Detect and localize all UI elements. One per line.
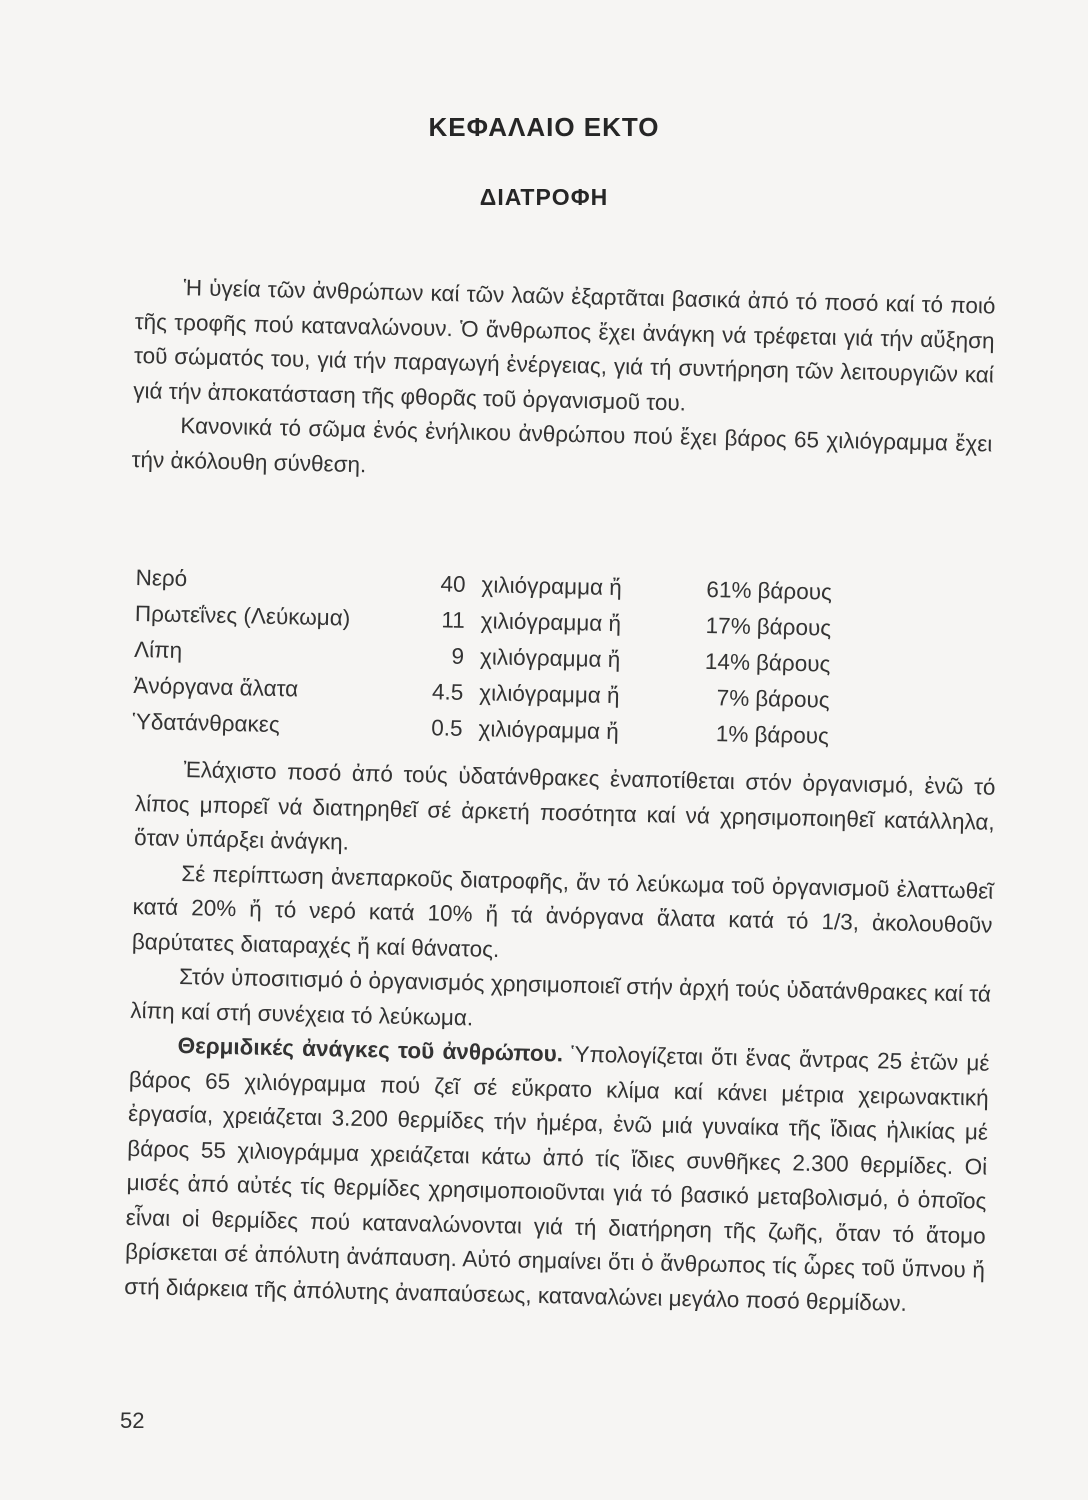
component-unit: χιλιόγραμμα ἤ bbox=[479, 644, 621, 673]
component-amount: 11 bbox=[441, 607, 466, 633]
paragraph: Ἐλάχιστο ποσό ἀπό τούς ὑδατάνθρακες ἐναποτίθεται στόν ὀργανισμό, ἐνῶ τό λίπος μπορεῖ νά διατηρηθεῖ σέ ἀρκετή ποσότητα καί νά χρησιμοποιηθεῖ κατάλληλα, ὅταν ὑπάρξει ἀνάγκη. bbox=[133, 757, 996, 855]
component-amount: 9 bbox=[451, 643, 465, 669]
component-amount: 4.5 bbox=[431, 679, 464, 705]
component-name: Λίπη bbox=[133, 636, 183, 663]
component-percent: 7% bbox=[716, 685, 750, 711]
component-suffix: βάρους bbox=[755, 650, 831, 677]
component-unit: χιλιόγραμμα ἤ bbox=[479, 680, 620, 709]
intro-text bbox=[131, 270, 995, 496]
component-suffix: βάρους bbox=[754, 721, 830, 749]
component-percent: 1% bbox=[715, 721, 749, 747]
component-name: Νερό bbox=[135, 564, 188, 592]
thermal-heading: Θερμιδικές ἀνάγκες τοῦ ἀνθρώπου. bbox=[177, 1032, 564, 1067]
component-unit: χιλιόγραμμα ἤ bbox=[480, 608, 622, 637]
main-text bbox=[124, 752, 996, 1323]
component-name: Ἀνόργανα ἅλατα bbox=[133, 672, 299, 702]
section-title: ΔΙΑΤΡΟΦΗ bbox=[479, 184, 609, 210]
component-suffix: βάρους bbox=[756, 614, 832, 641]
paragraph: Ἡ ὑγεία τῶν ἀνθρώπων καί τῶν λαῶν ἐξαρτᾶται βασικά ἀπό τό ποσό καί τό ποιό τῆς τροφῆς πού καταναλώνουν. Ὁ ἄνθρωπος ἔχει ἀνάγκη νά τρέφεται γιά τήν αὔξηση τοῦ σώματός του, γιά τήν παραγωγή ἐνέργειας, γιά τή συντήρηση τῶν λειτουργιῶν καί γιά τήν ἀποκατάσταση τῆς φθορᾶς τοῦ ὀργανισμοῦ του. bbox=[132, 275, 996, 416]
component-name: Ὑδατάνθρακες bbox=[132, 708, 280, 738]
page-number: 52 bbox=[120, 1408, 145, 1433]
body-composition-table bbox=[132, 560, 836, 755]
component-suffix: βάρους bbox=[754, 686, 830, 713]
component-amount: 0.5 bbox=[431, 715, 463, 741]
component-percent: 14% bbox=[704, 648, 751, 675]
paragraph: Σέ περίπτωση ἀνεπαρκοῦς διατροφῆς, ἄν τό λεύκωμα τοῦ ὀργανισμοῦ ἐλαττωθεῖ κατά 20% ἤ τό νερό κατά 10% ἤ τά ἀνόργανα ἅλατα κατά τό 1/3, ἀκολουθοῦν βαρύτατες διαταραχές ἤ καί θάνατος. bbox=[131, 860, 994, 962]
component-suffix: βάρους bbox=[757, 578, 833, 605]
chapter-title: ΚΕΦΑΛΑΙΟ ΕΚΤΟ bbox=[428, 112, 660, 142]
paragraph: Κανονικά τό σῶμα ἑνός ἐνήλικου ἀνθρώπου πού ἔχει βάρος 65 χιλιόγραμμα ἔχει τήν ἀκόλουθη σύνθεση. bbox=[131, 413, 993, 477]
paragraph: Στόν ὑποσιτισμό ὁ ὀργανισμός χρησιμοποιεῖ στήν ἀρχή τούς ὑδατάνθρακες καί τά λίπη καί στή συνέχεια τό λεύκωμα. bbox=[130, 963, 992, 1030]
component-percent: 17% bbox=[705, 612, 752, 639]
component-amount: 40 bbox=[440, 571, 466, 597]
thermal-paragraph bbox=[124, 1028, 990, 1323]
component-unit: χιλιόγραμμα ἤ bbox=[481, 572, 623, 601]
component-percent: 61% bbox=[706, 576, 752, 603]
component-unit: χιλιόγραμμα ἤ bbox=[478, 716, 620, 745]
thermal-text: Ὑπολογίζεται ὅτι ἕνας ἄντρας 25 ἐτῶν μέ βάρος 65 χιλιόγραμμα πού ζεῖ σέ εὔκρατο κλίμα καί κάνει μέτρια χειρωνακτική ἐργασία, χρειάζεται 3.200 θερμίδες τήν ἡμέρα, ἐνῶ μιά γυναίκα τῆς ἴδιας ἡλικίας μέ βάρος 55 χιλιογράμμα χρειάζεται κάτω ἀπό τίς ἴδιες συνθῆκες 2.300 θερμίδες. Οἱ μισές ἀπό αὐτές τίς θερμίδες χρησιμοποιοῦνται γιά τό βασικό μεταβολισμό, ὁ ὁποῖος εἶναι οἱ θερμίδες πού καταναλώνονται γιά τή διατήρηση τῆς ζωῆς, ὅταν τό ἄτομο βρίσκεται σέ ἀπόλυτη ἀνάπαυση. Αὐτό σημαίνει ὅτι ὁ ἄνθρωπος τίς ὧρες τοῦ ὕπνου ἤ στή διάρκεια τῆς ἀπόλυτης ἀναπαύσεως, καταναλώνει μεγάλο ποσό θερμίδων. bbox=[124, 1041, 990, 1316]
component-name: Πρωτεΐνες (Λεύκωμα) bbox=[134, 600, 351, 631]
